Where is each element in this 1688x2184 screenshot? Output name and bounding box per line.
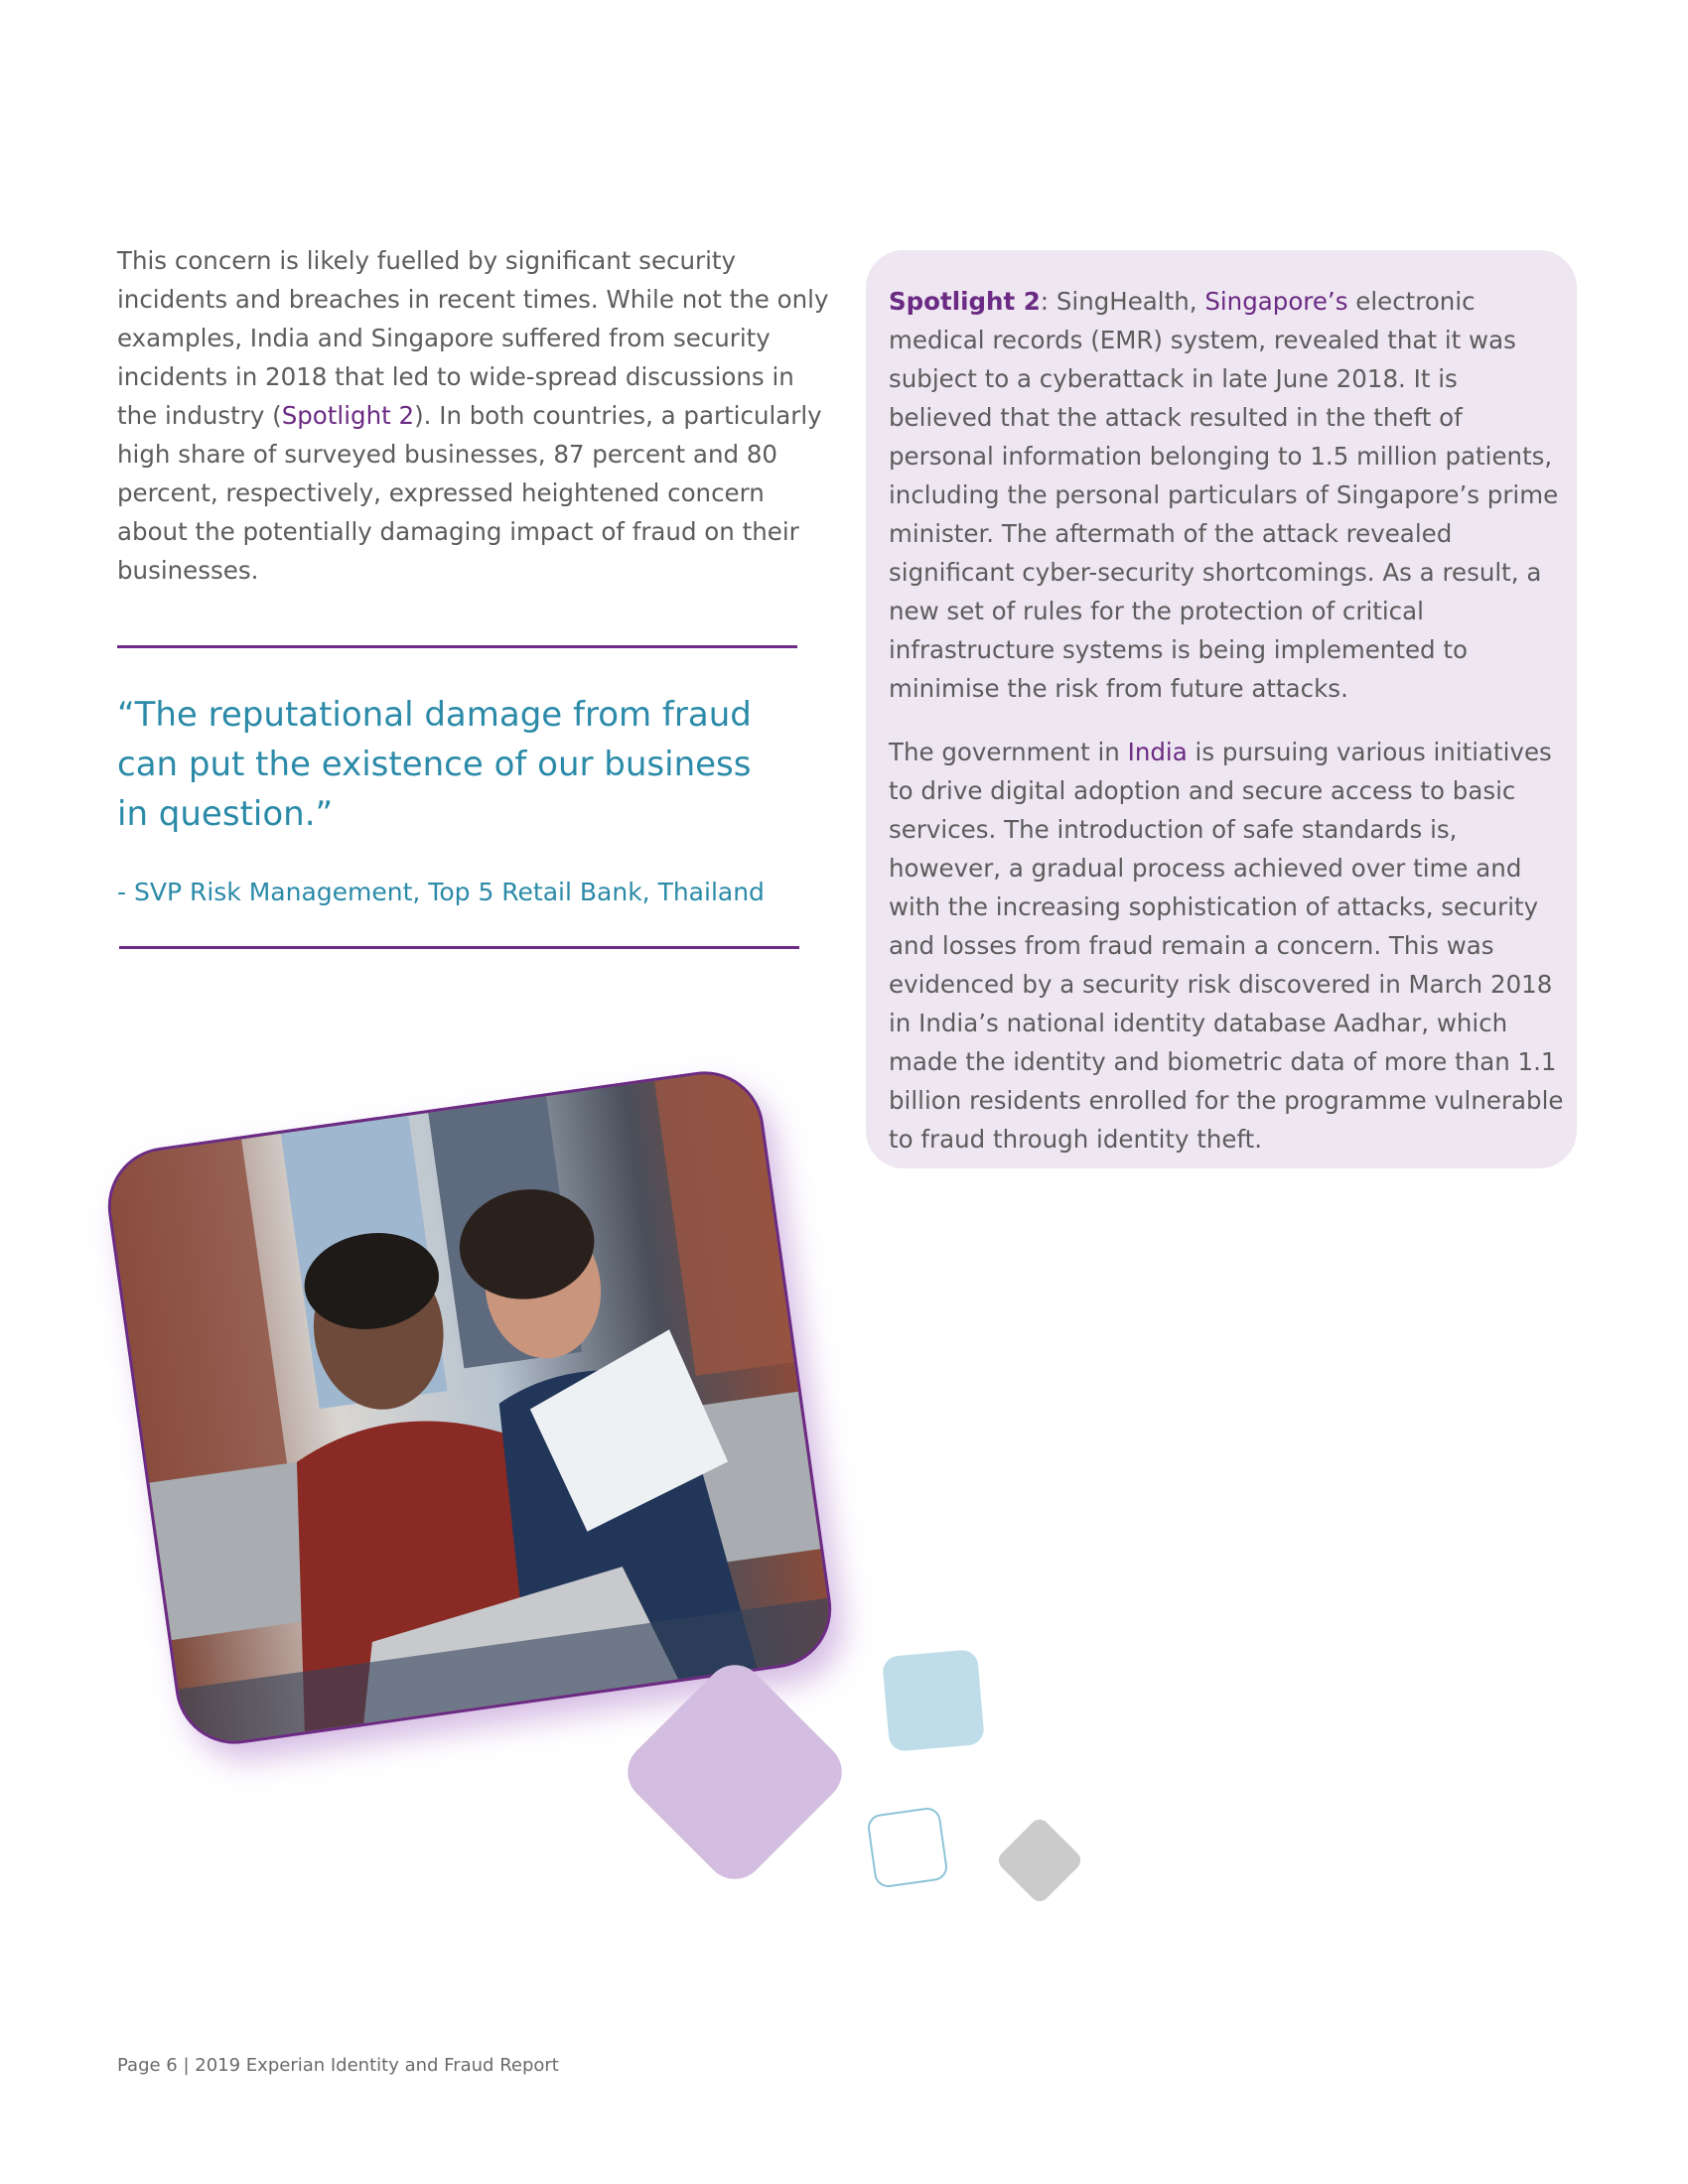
intro-paragraph	[117, 241, 832, 590]
photo-illustration	[103, 1067, 835, 1748]
intro-text-start: This concern is likely fuelled by significant security incidents and breaches in recent times. While not the only examples, India and Singapore suffered from security incidents in 2018 that led to wide-spread discussions in the industry (	[117, 246, 829, 430]
decorative-lilac-square	[616, 1653, 854, 1891]
spotlight-text-b: electronic medical records (EMR) system, revealed that it was subject to a cyberattack in late June 2018. It is believed that the attack resulted in the theft of personal information belonging to 1.5 million patients, including the personal particulars of Singapore’s prime minister. The aftermath of the attack revealed significant cyber-security shortcomings. As a result, a new set of rules for the protection of critical infrastructure systems is being implemented to minimise the risk from future attacks.	[889, 287, 1559, 703]
spotlight-2-link[interactable]: Spotlight 2	[281, 401, 415, 430]
quote-bottom-divider	[119, 946, 799, 949]
spotlight-text-a: : SingHealth,	[1040, 287, 1205, 316]
pull-quote	[117, 690, 753, 839]
quote-top-divider	[117, 645, 797, 648]
couple-photo	[100, 1064, 839, 1752]
intro-text-end: ). In both countries, a particularly high share of surveyed businesses, 87 percent and 80 percent, respectively, expressed heightened concern about the potentially damaging impact of fraud on their businesses.	[117, 401, 822, 585]
page-footer: Page 6 | 2019 Experian Identity and Fraud Report	[117, 2055, 559, 2076]
singapore-highlight: Singapore’s	[1204, 287, 1348, 316]
decorative-outline-square	[866, 1806, 949, 1889]
quote-attribution: - SVP Risk Management, Top 5 Retail Bank, Thailand	[117, 878, 765, 906]
spotlight-text-d: is pursuing various initiatives to drive digital adoption and secure access to basic services. The introduction of safe standards is, however, a gradual process achieved over time and with the increasing sophistication of attacks, security and losses from fraud remain a concern. This was evidenced by a security risk discovered in March 2018 in India’s national identity database Aadhar, which made the identity and biometric data of more than 1.1 billion residents enrolled for the programme vulnerable to fraud through identity theft.	[889, 738, 1564, 1154]
spotlight-label: Spotlight 2	[889, 287, 1041, 316]
spotlight-paragraph-india	[889, 733, 1564, 1159]
pull-quote-text: “The reputational damage from fraud can put the existence of our business in question.”	[117, 695, 752, 834]
decorative-blue-square	[882, 1649, 985, 1752]
decorative-grey-square	[995, 1816, 1085, 1906]
india-highlight: India	[1127, 738, 1188, 766]
spotlight-paragraph-singapore	[889, 282, 1564, 708]
spotlight-text-c: The government in	[889, 738, 1128, 766]
spotlight-content	[889, 282, 1564, 1183]
